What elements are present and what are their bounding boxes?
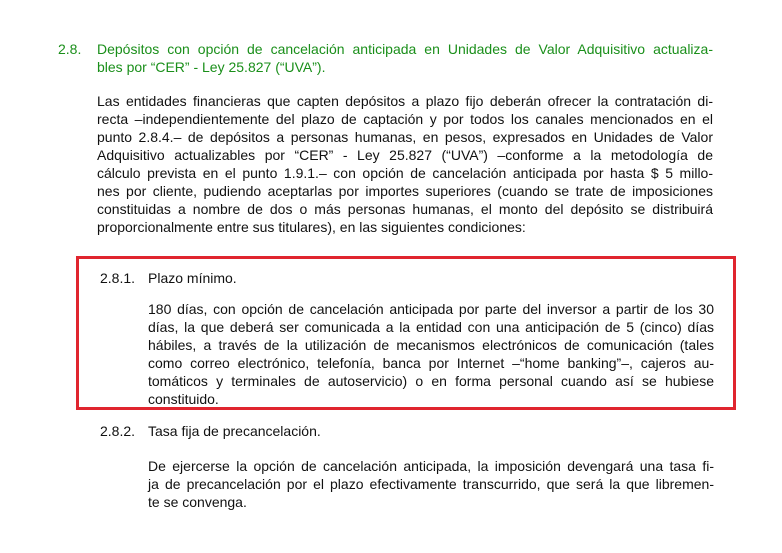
intro-line: punto 2.8.4.– de depósitos a personas humanas, en pesos, expresados en Unidades de Valor	[97, 129, 713, 145]
intro-line: constituidas a nombre de dos o más personas humanas, el monto del depósito se distribuirá	[97, 201, 713, 217]
subsection-number: 2.8.2.	[100, 423, 136, 439]
subsection-line: constituido.	[148, 391, 219, 407]
intro-line: nes por cliente, pudiendo aceptarlas por importes superiores (cuando se trate de imposiciones	[97, 183, 713, 199]
subsection-number: 2.8.1.	[100, 270, 136, 286]
subsection-title: Tasa fija de precancelación.	[148, 423, 321, 439]
section-title-line: Depósitos con opción de cancelación anticipada en Unidades de Valor Adquisitivo actualiza-	[97, 41, 713, 57]
subsection-line: como correo electrónico, telefonía, banca por Internet –“home banking”–, cajeros au-	[148, 355, 714, 371]
intro-line: Las entidades financieras que capten depósitos a plazo fijo deberán ofrecer la contratación di-	[97, 93, 713, 109]
section-number: 2.8.	[58, 41, 82, 57]
subsection-title: Plazo mínimo.	[148, 270, 237, 286]
intro-line: cálculo prevista en el punto 1.9.1.– con opción de cancelación anticipada por hasta $ 5 millo-	[97, 165, 713, 181]
subsection-line: tomáticos y terminales de autoservicio) o en forma personal cuando así se hubiese	[148, 373, 714, 389]
subsection-line: días, la que deberá ser comunicada a la entidad con una anticipación de 5 (cinco) días	[148, 319, 714, 335]
subsection-line: 180 días, con opción de cancelación anticipada por parte del inversor a partir de los 30	[148, 301, 714, 317]
subsection-line: te se convenga.	[148, 494, 247, 510]
subsection-line: De ejercerse la opción de cancelación anticipada, la imposición devengará una tasa fi-	[148, 458, 714, 474]
intro-line: proporcionalmente entre sus titulares), en las siguientes condiciones:	[97, 219, 526, 235]
subsection-line: ja de precancelación por el plazo efectivamente transcurrido, que será la que libremen-	[148, 476, 714, 492]
subsection-line: hábiles, a través de la utilización de mecanismos electrónicos de comunicación (tales	[148, 337, 714, 353]
section-title-line: bles por “CER” - Ley 25.827 (“UVA”).	[97, 59, 326, 75]
intro-line: recta –independientemente del plazo de captación y por todos los canales mencionados en el	[97, 111, 713, 127]
intro-line: Adquisitivo actualizables por “CER” - Ley 25.827 (“UVA”) –conforme a la metodología de	[97, 147, 713, 163]
section-title	[97, 40, 719, 76]
